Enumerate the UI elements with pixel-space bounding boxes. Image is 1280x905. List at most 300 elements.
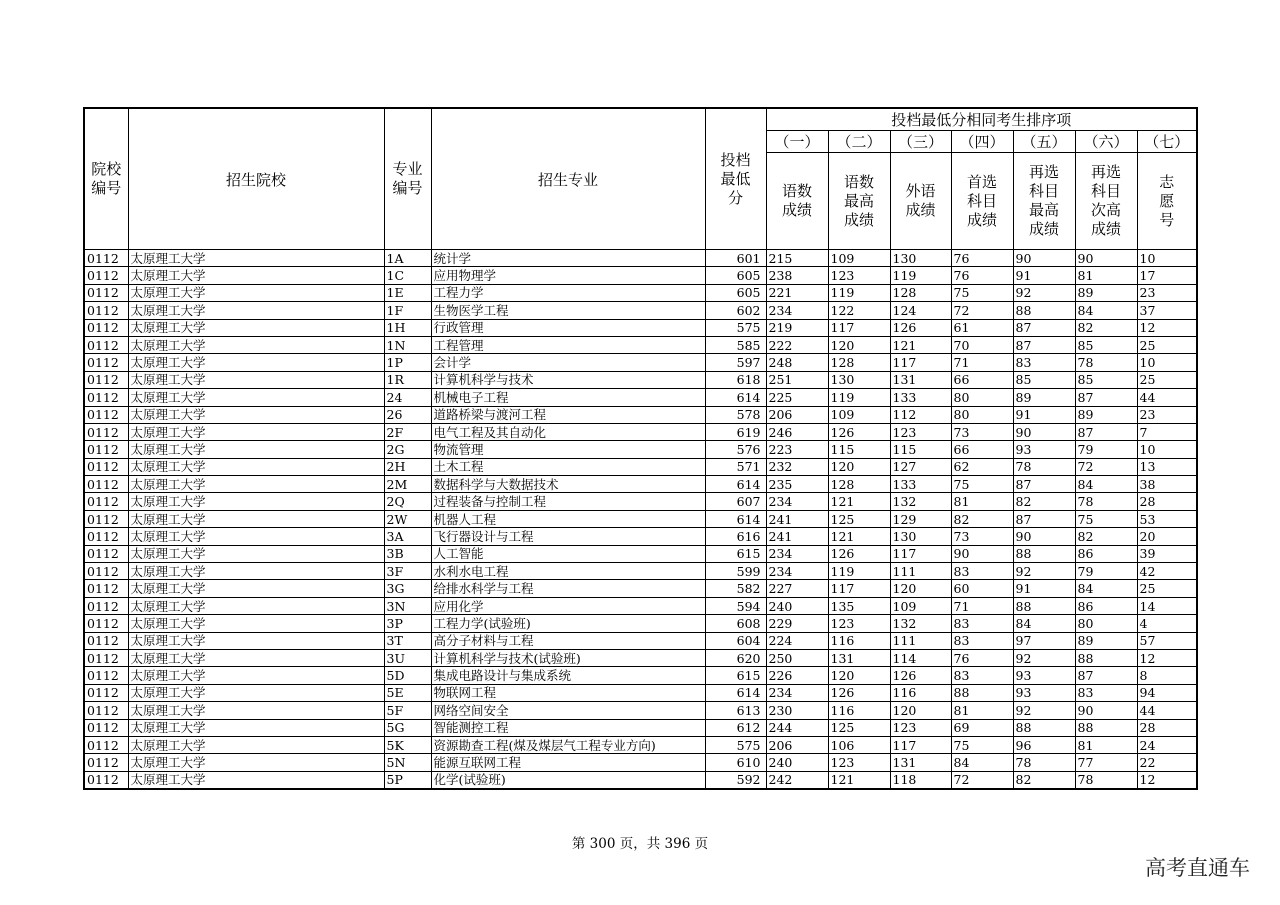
tiebreak-5-cell: 88 [1013, 302, 1075, 319]
tiebreak-2-cell: 130 [828, 371, 890, 388]
table-row [84, 389, 1197, 406]
tiebreak-1-cell: 234 [766, 493, 828, 510]
major-name-cell: 土木工程 [431, 458, 705, 475]
school-name-cell: 太原理工大学 [128, 510, 384, 527]
tiebreak-4-cell: 81 [951, 493, 1013, 510]
tiebreak-3-cell: 112 [890, 406, 951, 423]
major-name-cell: 数据科学与大数据技术 [431, 476, 705, 493]
major-code-cell: 1F [384, 302, 431, 319]
tiebreak-1-cell: 240 [766, 754, 828, 771]
min-score-cell: 582 [705, 580, 766, 597]
major-code-cell: 26 [384, 406, 431, 423]
tiebreak-6-cell: 90 [1075, 702, 1137, 719]
tiebreak-1-cell: 230 [766, 702, 828, 719]
tiebreak-2-cell: 119 [828, 563, 890, 580]
school-code-cell: 0112 [84, 389, 128, 406]
tiebreak-2-cell: 119 [828, 389, 890, 406]
tiebreak-7-cell: 20 [1137, 528, 1197, 545]
min-score-cell: 576 [705, 441, 766, 458]
tiebreak-5-cell: 92 [1013, 563, 1075, 580]
tiebreak-4-cell: 72 [951, 302, 1013, 319]
tiebreak-5-cell: 97 [1013, 632, 1075, 649]
min-score-cell: 604 [705, 632, 766, 649]
school-name-cell: 太原理工大学 [128, 597, 384, 614]
tiebreak-7-cell: 12 [1137, 649, 1197, 666]
tiebreak-6-cell: 86 [1075, 597, 1137, 614]
tiebreak-1-cell: 235 [766, 476, 828, 493]
header-tiebreak-index: （二） [828, 131, 890, 153]
major-name-cell: 应用物理学 [431, 267, 705, 284]
major-name-cell: 人工智能 [431, 545, 705, 562]
tiebreak-6-cell: 78 [1075, 354, 1137, 371]
major-code-cell: 5K [384, 736, 431, 753]
tiebreak-1-cell: 206 [766, 736, 828, 753]
watermark: 高考直通车 [1145, 856, 1250, 880]
tiebreak-7-cell: 10 [1137, 250, 1197, 267]
tiebreak-2-cell: 109 [828, 250, 890, 267]
tiebreak-3-cell: 126 [890, 667, 951, 684]
admission-score-table [83, 107, 1198, 790]
tiebreak-6-cell: 84 [1075, 302, 1137, 319]
major-name-cell: 高分子材料与工程 [431, 632, 705, 649]
major-name-cell: 道路桥梁与渡河工程 [431, 406, 705, 423]
major-code-cell: 3N [384, 597, 431, 614]
header-tiebreak-index: （四） [951, 131, 1013, 153]
tiebreak-7-cell: 44 [1137, 389, 1197, 406]
school-name-cell: 太原理工大学 [128, 267, 384, 284]
header-major-name: 招生专业 [431, 108, 705, 250]
tiebreak-4-cell: 66 [951, 441, 1013, 458]
min-score-cell: 616 [705, 528, 766, 545]
school-code-cell: 0112 [84, 545, 128, 562]
min-score-cell: 601 [705, 250, 766, 267]
tiebreak-2-cell: 123 [828, 267, 890, 284]
tiebreak-7-cell: 23 [1137, 284, 1197, 301]
tiebreak-7-cell: 4 [1137, 615, 1197, 632]
school-code-cell: 0112 [84, 719, 128, 736]
tiebreak-4-cell: 62 [951, 458, 1013, 475]
school-code-cell: 0112 [84, 406, 128, 423]
major-name-cell: 电气工程及其自动化 [431, 423, 705, 440]
tiebreak-5-cell: 87 [1013, 476, 1075, 493]
tiebreak-6-cell: 84 [1075, 476, 1137, 493]
tiebreak-2-cell: 126 [828, 545, 890, 562]
tiebreak-3-cell: 118 [890, 771, 951, 789]
tiebreak-7-cell: 14 [1137, 597, 1197, 614]
tiebreak-5-cell: 87 [1013, 319, 1075, 336]
tiebreak-1-cell: 240 [766, 597, 828, 614]
tiebreak-4-cell: 83 [951, 632, 1013, 649]
header-tiebreak-label: 语数 最高 成绩 [828, 153, 890, 250]
tiebreak-4-cell: 84 [951, 754, 1013, 771]
table-row [84, 615, 1197, 632]
min-score-cell: 618 [705, 371, 766, 388]
tiebreak-4-cell: 80 [951, 389, 1013, 406]
major-name-cell: 物联网工程 [431, 684, 705, 701]
tiebreak-5-cell: 93 [1013, 684, 1075, 701]
school-code-cell: 0112 [84, 250, 128, 267]
school-name-cell: 太原理工大学 [128, 336, 384, 353]
min-score-cell: 597 [705, 354, 766, 371]
major-code-cell: 1E [384, 284, 431, 301]
table-row [84, 336, 1197, 353]
tiebreak-2-cell: 131 [828, 649, 890, 666]
table-row [84, 632, 1197, 649]
school-name-cell: 太原理工大学 [128, 476, 384, 493]
tiebreak-2-cell: 126 [828, 684, 890, 701]
table-row [84, 684, 1197, 701]
tiebreak-1-cell: 215 [766, 250, 828, 267]
tiebreak-3-cell: 124 [890, 302, 951, 319]
tiebreak-6-cell: 79 [1075, 441, 1137, 458]
school-name-cell: 太原理工大学 [128, 423, 384, 440]
major-code-cell: 2W [384, 510, 431, 527]
min-score-cell: 613 [705, 702, 766, 719]
major-name-cell: 统计学 [431, 250, 705, 267]
major-code-cell: 5D [384, 667, 431, 684]
table-row [84, 250, 1197, 267]
school-code-cell: 0112 [84, 371, 128, 388]
min-score-cell: 612 [705, 719, 766, 736]
school-code-cell: 0112 [84, 458, 128, 475]
school-code-cell: 0112 [84, 476, 128, 493]
tiebreak-6-cell: 87 [1075, 667, 1137, 684]
major-code-cell: 1C [384, 267, 431, 284]
tiebreak-5-cell: 87 [1013, 510, 1075, 527]
school-code-cell: 0112 [84, 597, 128, 614]
major-name-cell: 机器人工程 [431, 510, 705, 527]
tiebreak-1-cell: 250 [766, 649, 828, 666]
tiebreak-5-cell: 92 [1013, 702, 1075, 719]
major-code-cell: 5N [384, 754, 431, 771]
school-name-cell: 太原理工大学 [128, 371, 384, 388]
major-code-cell: 1H [384, 319, 431, 336]
school-code-cell: 0112 [84, 284, 128, 301]
school-name-cell: 太原理工大学 [128, 250, 384, 267]
tiebreak-7-cell: 10 [1137, 354, 1197, 371]
table-row [84, 719, 1197, 736]
tiebreak-1-cell: 234 [766, 563, 828, 580]
tiebreak-5-cell: 89 [1013, 389, 1075, 406]
min-score-cell: 614 [705, 389, 766, 406]
tiebreak-1-cell: 229 [766, 615, 828, 632]
min-score-cell: 571 [705, 458, 766, 475]
tiebreak-6-cell: 87 [1075, 423, 1137, 440]
tiebreak-4-cell: 75 [951, 284, 1013, 301]
school-name-cell: 太原理工大学 [128, 545, 384, 562]
tiebreak-1-cell: 223 [766, 441, 828, 458]
tiebreak-6-cell: 79 [1075, 563, 1137, 580]
tiebreak-7-cell: 10 [1137, 441, 1197, 458]
tiebreak-2-cell: 120 [828, 458, 890, 475]
table-row [84, 458, 1197, 475]
tiebreak-7-cell: 25 [1137, 371, 1197, 388]
table-row [84, 754, 1197, 771]
table-row [84, 302, 1197, 319]
min-score-cell: 575 [705, 736, 766, 753]
tiebreak-4-cell: 88 [951, 684, 1013, 701]
major-code-cell: 5G [384, 719, 431, 736]
tiebreak-2-cell: 109 [828, 406, 890, 423]
major-name-cell: 计算机科学与技术 [431, 371, 705, 388]
major-code-cell: 1P [384, 354, 431, 371]
tiebreak-5-cell: 85 [1013, 371, 1075, 388]
tiebreak-6-cell: 85 [1075, 336, 1137, 353]
tiebreak-6-cell: 89 [1075, 406, 1137, 423]
tiebreak-2-cell: 115 [828, 441, 890, 458]
tiebreak-5-cell: 90 [1013, 528, 1075, 545]
tiebreak-3-cell: 129 [890, 510, 951, 527]
tiebreak-2-cell: 106 [828, 736, 890, 753]
tiebreak-5-cell: 88 [1013, 597, 1075, 614]
header-tiebreak-index: （七） [1137, 131, 1197, 153]
major-code-cell: 1A [384, 250, 431, 267]
header-tiebreak-index: （六） [1075, 131, 1137, 153]
tiebreak-6-cell: 85 [1075, 371, 1137, 388]
header-tiebreak-group: 投档最低分相同考生排序项 [766, 108, 1197, 131]
major-name-cell: 工程力学(试验班) [431, 615, 705, 632]
tiebreak-2-cell: 116 [828, 632, 890, 649]
major-name-cell: 工程管理 [431, 336, 705, 353]
school-code-cell: 0112 [84, 267, 128, 284]
tiebreak-4-cell: 61 [951, 319, 1013, 336]
major-name-cell: 化学(试验班) [431, 771, 705, 789]
major-name-cell: 计算机科学与技术(试验班) [431, 649, 705, 666]
header-tiebreak-label: 志 愿 号 [1137, 153, 1197, 250]
min-score-cell: 619 [705, 423, 766, 440]
tiebreak-2-cell: 126 [828, 423, 890, 440]
tiebreak-7-cell: 22 [1137, 754, 1197, 771]
tiebreak-5-cell: 87 [1013, 336, 1075, 353]
tiebreak-6-cell: 77 [1075, 754, 1137, 771]
min-score-cell: 620 [705, 649, 766, 666]
major-name-cell: 机械电子工程 [431, 389, 705, 406]
tiebreak-4-cell: 70 [951, 336, 1013, 353]
tiebreak-4-cell: 83 [951, 563, 1013, 580]
table-row [84, 580, 1197, 597]
school-name-cell: 太原理工大学 [128, 302, 384, 319]
school-name-cell: 太原理工大学 [128, 354, 384, 371]
tiebreak-1-cell: 238 [766, 267, 828, 284]
tiebreak-6-cell: 83 [1075, 684, 1137, 701]
school-name-cell: 太原理工大学 [128, 719, 384, 736]
major-name-cell: 飞行器设计与工程 [431, 528, 705, 545]
header-tiebreak-index: （一） [766, 131, 828, 153]
tiebreak-4-cell: 73 [951, 423, 1013, 440]
tiebreak-3-cell: 117 [890, 545, 951, 562]
min-score-cell: 615 [705, 545, 766, 562]
school-name-cell: 太原理工大学 [128, 493, 384, 510]
tiebreak-7-cell: 38 [1137, 476, 1197, 493]
tiebreak-1-cell: 234 [766, 684, 828, 701]
table-row [84, 441, 1197, 458]
tiebreak-7-cell: 12 [1137, 319, 1197, 336]
major-name-cell: 给排水科学与工程 [431, 580, 705, 597]
table-row [84, 528, 1197, 545]
tiebreak-6-cell: 78 [1075, 493, 1137, 510]
school-name-cell: 太原理工大学 [128, 615, 384, 632]
table-row [84, 284, 1197, 301]
tiebreak-2-cell: 121 [828, 528, 890, 545]
tiebreak-7-cell: 7 [1137, 423, 1197, 440]
tiebreak-2-cell: 116 [828, 702, 890, 719]
tiebreak-3-cell: 131 [890, 371, 951, 388]
tiebreak-7-cell: 28 [1137, 493, 1197, 510]
header-school-code: 院校 编号 [84, 108, 128, 250]
school-code-cell: 0112 [84, 736, 128, 753]
tiebreak-3-cell: 128 [890, 284, 951, 301]
tiebreak-5-cell: 83 [1013, 354, 1075, 371]
school-code-cell: 0112 [84, 510, 128, 527]
major-code-cell: 2G [384, 441, 431, 458]
tiebreak-6-cell: 81 [1075, 736, 1137, 753]
tiebreak-4-cell: 72 [951, 771, 1013, 789]
school-code-cell: 0112 [84, 754, 128, 771]
school-name-cell: 太原理工大学 [128, 563, 384, 580]
header-tiebreak-index: （三） [890, 131, 951, 153]
tiebreak-2-cell: 122 [828, 302, 890, 319]
tiebreak-4-cell: 83 [951, 615, 1013, 632]
tiebreak-1-cell: 246 [766, 423, 828, 440]
tiebreak-2-cell: 125 [828, 719, 890, 736]
tiebreak-6-cell: 81 [1075, 267, 1137, 284]
major-code-cell: 3T [384, 632, 431, 649]
tiebreak-6-cell: 75 [1075, 510, 1137, 527]
tiebreak-5-cell: 91 [1013, 580, 1075, 597]
tiebreak-6-cell: 82 [1075, 319, 1137, 336]
table-row [84, 563, 1197, 580]
tiebreak-6-cell: 84 [1075, 580, 1137, 597]
major-code-cell: 24 [384, 389, 431, 406]
school-name-cell: 太原理工大学 [128, 441, 384, 458]
tiebreak-4-cell: 60 [951, 580, 1013, 597]
tiebreak-1-cell: 224 [766, 632, 828, 649]
header-tiebreak-label: 首选 科目 成绩 [951, 153, 1013, 250]
min-score-cell: 610 [705, 754, 766, 771]
tiebreak-2-cell: 117 [828, 580, 890, 597]
major-code-cell: 3U [384, 649, 431, 666]
school-code-cell: 0112 [84, 423, 128, 440]
school-name-cell: 太原理工大学 [128, 632, 384, 649]
table-row [84, 267, 1197, 284]
school-code-cell: 0112 [84, 771, 128, 789]
major-name-cell: 水利水电工程 [431, 563, 705, 580]
tiebreak-4-cell: 71 [951, 354, 1013, 371]
table-row [84, 649, 1197, 666]
school-code-cell: 0112 [84, 684, 128, 701]
major-name-cell: 智能测控工程 [431, 719, 705, 736]
tiebreak-3-cell: 123 [890, 719, 951, 736]
tiebreak-7-cell: 12 [1137, 771, 1197, 789]
tiebreak-2-cell: 120 [828, 667, 890, 684]
school-code-cell: 0112 [84, 667, 128, 684]
school-code-cell: 0112 [84, 302, 128, 319]
tiebreak-2-cell: 120 [828, 336, 890, 353]
tiebreak-4-cell: 76 [951, 267, 1013, 284]
min-score-cell: 614 [705, 476, 766, 493]
school-name-cell: 太原理工大学 [128, 284, 384, 301]
tiebreak-3-cell: 117 [890, 736, 951, 753]
tiebreak-3-cell: 127 [890, 458, 951, 475]
tiebreak-2-cell: 128 [828, 354, 890, 371]
school-code-cell: 0112 [84, 702, 128, 719]
school-code-cell: 0112 [84, 632, 128, 649]
tiebreak-3-cell: 111 [890, 632, 951, 649]
major-code-cell: 5F [384, 702, 431, 719]
tiebreak-1-cell: 227 [766, 580, 828, 597]
table-row [84, 545, 1197, 562]
min-score-cell: 605 [705, 284, 766, 301]
tiebreak-2-cell: 121 [828, 493, 890, 510]
tiebreak-6-cell: 78 [1075, 771, 1137, 789]
tiebreak-6-cell: 89 [1075, 632, 1137, 649]
tiebreak-2-cell: 119 [828, 284, 890, 301]
min-score-cell: 607 [705, 493, 766, 510]
tiebreak-1-cell: 241 [766, 528, 828, 545]
table-row [84, 597, 1197, 614]
major-code-cell: 3A [384, 528, 431, 545]
min-score-cell: 605 [705, 267, 766, 284]
tiebreak-5-cell: 90 [1013, 250, 1075, 267]
tiebreak-4-cell: 75 [951, 476, 1013, 493]
tiebreak-5-cell: 84 [1013, 615, 1075, 632]
tiebreak-7-cell: 94 [1137, 684, 1197, 701]
tiebreak-1-cell: 206 [766, 406, 828, 423]
header-major-code: 专业 编号 [384, 108, 431, 250]
tiebreak-5-cell: 91 [1013, 267, 1075, 284]
tiebreak-1-cell: 248 [766, 354, 828, 371]
tiebreak-4-cell: 76 [951, 649, 1013, 666]
min-score-cell: 614 [705, 510, 766, 527]
tiebreak-3-cell: 117 [890, 354, 951, 371]
school-code-cell: 0112 [84, 563, 128, 580]
school-code-cell: 0112 [84, 319, 128, 336]
major-name-cell: 应用化学 [431, 597, 705, 614]
tiebreak-3-cell: 123 [890, 423, 951, 440]
table-row [84, 702, 1197, 719]
min-score-cell: 615 [705, 667, 766, 684]
tiebreak-3-cell: 119 [890, 267, 951, 284]
major-code-cell: 3B [384, 545, 431, 562]
tiebreak-7-cell: 44 [1137, 702, 1197, 719]
tiebreak-7-cell: 42 [1137, 563, 1197, 580]
tiebreak-5-cell: 88 [1013, 545, 1075, 562]
school-name-cell: 太原理工大学 [128, 667, 384, 684]
tiebreak-6-cell: 90 [1075, 250, 1137, 267]
tiebreak-7-cell: 17 [1137, 267, 1197, 284]
header-min-score: 投档 最低 分 [705, 108, 766, 250]
major-code-cell: 3P [384, 615, 431, 632]
major-name-cell: 工程力学 [431, 284, 705, 301]
tiebreak-5-cell: 92 [1013, 649, 1075, 666]
tiebreak-4-cell: 90 [951, 545, 1013, 562]
major-code-cell: 1N [384, 336, 431, 353]
major-name-cell: 生物医学工程 [431, 302, 705, 319]
tiebreak-6-cell: 87 [1075, 389, 1137, 406]
major-name-cell: 物流管理 [431, 441, 705, 458]
tiebreak-1-cell: 251 [766, 371, 828, 388]
tiebreak-1-cell: 234 [766, 302, 828, 319]
header-tiebreak-label: 再选 科目 次高 成绩 [1075, 153, 1137, 250]
major-name-cell: 会计学 [431, 354, 705, 371]
school-name-cell: 太原理工大学 [128, 754, 384, 771]
tiebreak-7-cell: 57 [1137, 632, 1197, 649]
tiebreak-1-cell: 241 [766, 510, 828, 527]
tiebreak-1-cell: 232 [766, 458, 828, 475]
school-code-cell: 0112 [84, 441, 128, 458]
tiebreak-1-cell: 219 [766, 319, 828, 336]
min-score-cell: 575 [705, 319, 766, 336]
